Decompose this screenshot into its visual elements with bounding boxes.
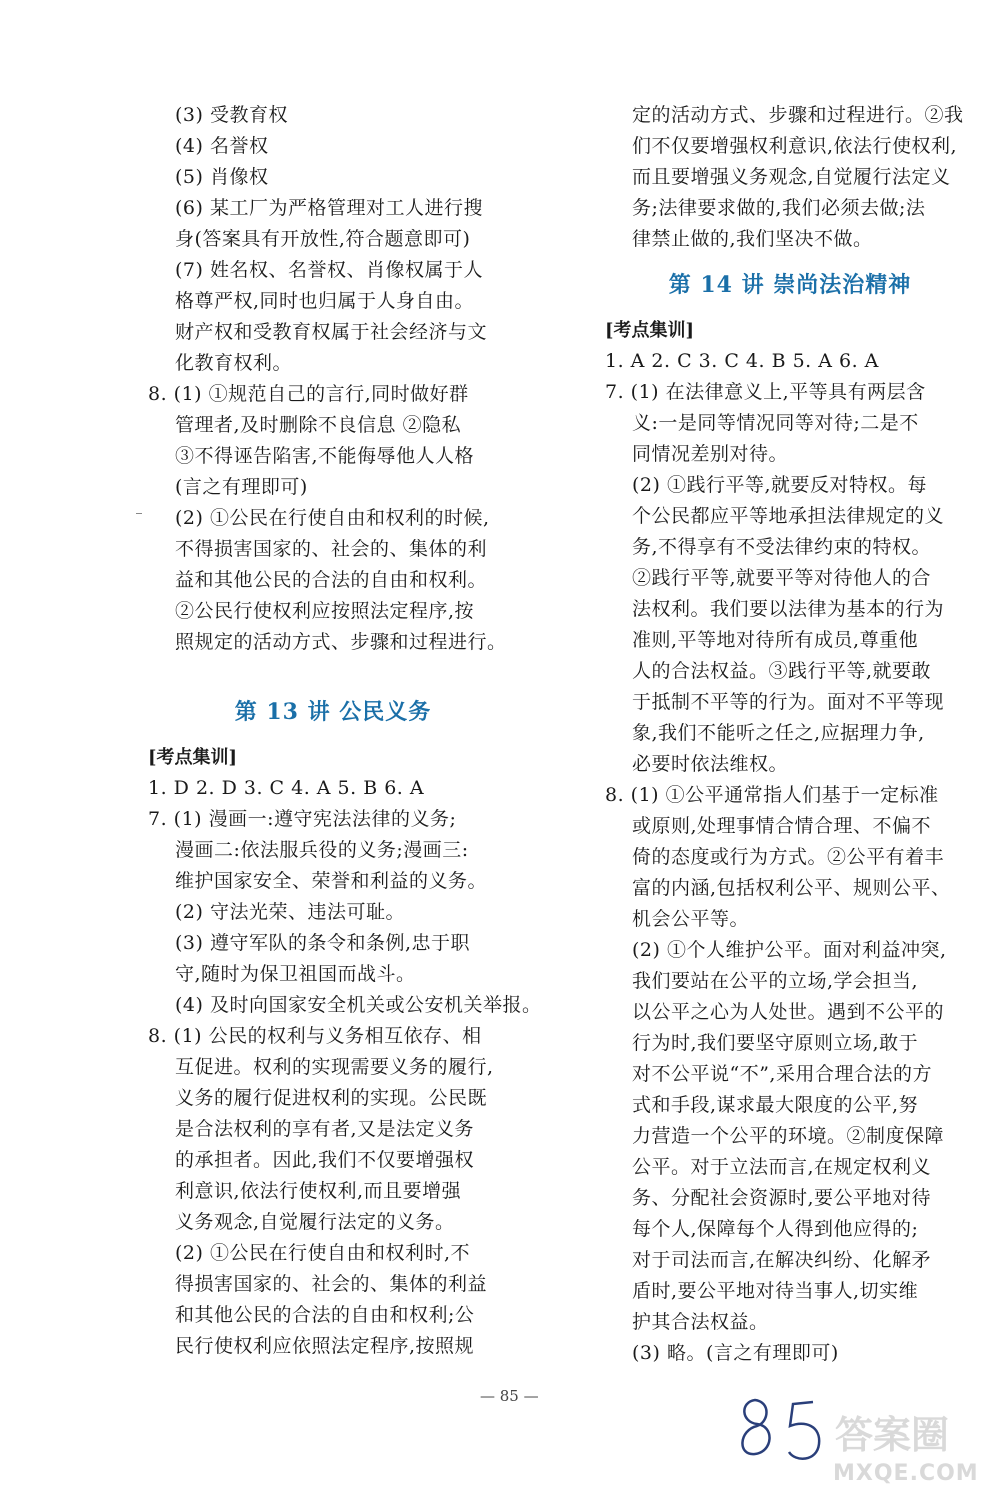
watermark-logo — [815, 1400, 1000, 1488]
answer-line: (2) ①公民在行使自由和权利时,不 — [175, 1242, 470, 1264]
answer-line: 力营造一个公平的环境。②制度保障 — [632, 1125, 945, 1147]
answer-line: (2) 守法光荣、违法可耻。 — [175, 901, 405, 923]
spacer — [148, 658, 518, 682]
left-answers-block-2 — [148, 773, 542, 1362]
left-column — [148, 100, 542, 1362]
answer-line: 公平。对于立法而言,在规定权利义 — [632, 1156, 932, 1178]
answer-line: 对不公平说“不”,采用合理合法的方 — [632, 1063, 932, 1085]
answer-line: ②公民行使权利应按照法定程序,按 — [175, 600, 475, 622]
answer-line: 1. D 2. D 3. C 4. A 5. B 6. A — [148, 777, 425, 799]
answer-line: 财产权和受教育权属于社会经济与文 — [175, 321, 488, 343]
answer-line: 1. A 2. C 3. C 4. B 5. A 6. A — [605, 350, 879, 372]
section-label: [考点集训] — [605, 320, 695, 341]
answer-line: 个公民都应平等地承担法律规定的义 — [632, 505, 945, 527]
answer-line: 8. (1) ①公平通常指人们基于一定标准 — [605, 784, 939, 806]
lesson-14-heading: 第 14 讲 崇尚法治精神 — [668, 272, 912, 298]
answer-line: 律禁止做的,我们坚决不做。 — [632, 228, 873, 250]
answer-line: 义:一是同等情况同等对待;二是不 — [632, 412, 919, 434]
answer-line: 们不仅要增强权利意识,依法行使权利, — [632, 135, 958, 157]
answer-line: 每个人,保障每个人得到他应得的; — [632, 1218, 919, 1240]
answer-line: 于抵制不平等的行为。面对不平等现 — [632, 691, 945, 713]
answer-line: (2) ①践行平等,就要反对特权。每 — [632, 474, 927, 496]
answer-line: (6) 某工厂为严格管理对工人进行搜 — [175, 197, 483, 219]
answer-line: 互促进。权利的实现需要义务的履行, — [175, 1056, 494, 1078]
answer-line: 民行使权利应依照法定程序,按照规 — [175, 1335, 475, 1357]
answer-line: (2) ①个人维护公平。面对利益冲突, — [632, 939, 947, 961]
page-number: — 85 — — [480, 1387, 539, 1405]
answer-line: 8. (1) 公民的权利与义务相互依存、相 — [148, 1025, 482, 1047]
answer-line: 照规定的活动方式、步骤和过程进行。 — [175, 631, 507, 653]
answer-line: 守,随时为保卫祖国而战斗。 — [175, 963, 416, 985]
answer-line: 必要时依法维权。 — [632, 753, 789, 775]
answer-line: 7. (1) 漫画一:遵守宪法法律的义务; — [148, 808, 457, 830]
answer-line: 机会公平等。 — [632, 908, 750, 930]
answer-line: 格尊严权,同时也归属于人身自由。 — [175, 290, 475, 312]
section-label: [考点集训] — [148, 747, 238, 768]
answer-line: 务,不得享有不受法律约束的特权。 — [632, 536, 932, 558]
answer-line: 法权利。我们要以法律为基本的行为 — [632, 598, 945, 620]
answer-line: (2) ①公民在行使自由和权利的时候, — [175, 507, 490, 529]
left-answers-block — [148, 100, 518, 658]
answer-line: 管理者,及时删除不良信息 ②隐私 — [175, 414, 462, 436]
answer-line: (4) 名誉权 — [175, 135, 269, 157]
answer-line: 是合法权利的享有者,又是法定义务 — [175, 1118, 475, 1140]
answer-line: 倚的态度或行为方式。②公平有着丰 — [632, 846, 945, 868]
answer-line: 我们要站在公平的立场,学会担当, — [632, 970, 919, 992]
answer-line: 人的合法权益。③践行平等,就要敢 — [632, 660, 932, 682]
answer-line: (5) 肖像权 — [175, 166, 269, 188]
answer-line: 对于司法而言,在解决纠纷、化解矛 — [632, 1249, 932, 1271]
answer-line: 7. (1) 在法律意义上,平等具有两层含 — [605, 381, 926, 403]
answer-line: (3) 遵守军队的条令和条例,忠于职 — [175, 932, 470, 954]
answer-line: 身(答案具有开放性,符合题意即可) — [175, 228, 471, 250]
answer-line: 化教育权利。 — [175, 352, 293, 374]
answer-line: 8. (1) ①规范自己的言行,同时做好群 — [148, 383, 469, 405]
lesson-13-heading: 第 13 讲 公民义务 — [234, 699, 432, 725]
answer-line: 象,我们不能听之任之,应据理力争, — [632, 722, 925, 744]
answer-line: (3) 略。(言之有理即可) — [632, 1342, 839, 1364]
answer-line: 而且要增强义务观念,自觉履行法定义 — [632, 166, 951, 188]
answer-line: 义务观念,自觉履行法定的义务。 — [175, 1211, 455, 1233]
answer-line: 务、分配社会资源时,要公平地对待 — [632, 1187, 932, 1209]
answer-line: 同情况差别对待。 — [632, 443, 789, 465]
answer-line: (3) 受教育权 — [175, 104, 288, 126]
answer-line: ②践行平等,就要平等对待他人的合 — [632, 567, 932, 589]
answer-line: 式和手段,谋求最大限度的公平,努 — [632, 1094, 919, 1116]
watermark-url: MXQE.COM — [833, 1461, 979, 1486]
watermark-title: 答案圈 — [835, 1413, 950, 1457]
answer-line: 盾时,要公平地对待当事人,切实维 — [632, 1280, 919, 1302]
answer-line: 和其他公民的合法的自由和权利;公 — [175, 1304, 475, 1326]
answer-line: ③不得诬告陷害,不能侮辱他人人格 — [175, 445, 475, 467]
answer-line: 得损害国家的、社会的、集体的利益 — [175, 1273, 488, 1295]
answer-line: 益和其他公民的合法的自由和权利。 — [175, 569, 488, 591]
answer-line: 利意识,依法行使权利,而且要增强 — [175, 1180, 462, 1202]
margin-mark — [136, 513, 142, 514]
answer-line: 漫画二:依法服兵役的义务;漫画三: — [175, 839, 469, 861]
answer-line: 维护国家安全、荣誉和利益的义务。 — [175, 870, 488, 892]
answer-line: 务;法律要求做的,我们必须去做;法 — [632, 197, 926, 219]
answer-line: 的承担者。因此,我们不仅要增强权 — [175, 1149, 475, 1171]
answer-line: 准则,平等地对待所有成员,尊重他 — [632, 629, 919, 651]
answer-line: (4) 及时向国家安全机关或公安机关举报。 — [175, 994, 542, 1016]
answer-line: 义务的履行促进权利的实现。公民既 — [175, 1087, 488, 1109]
right-answers-block — [605, 100, 975, 255]
answer-line: 行为时,我们要坚守原则立场,敢于 — [632, 1032, 919, 1054]
answer-line: 富的内涵,包括权利公平、规则公平、 — [632, 877, 951, 899]
answer-line: (7) 姓名权、名誉权、肖像权属于人 — [175, 259, 483, 281]
answer-line: 定的活动方式、步骤和过程进行。②我 — [632, 104, 964, 126]
answer-line: 不得损害国家的、社会的、集体的利 — [175, 538, 488, 560]
right-answers-block-2 — [605, 346, 975, 1369]
answer-line: 护其合法权益。 — [632, 1311, 769, 1333]
answer-line: 或原则,处理事情合情合理、不偏不 — [632, 815, 932, 837]
answer-line: 以公平之心为人处世。遇到不公平的 — [632, 1001, 945, 1023]
right-column — [605, 100, 975, 1369]
answer-line: (言之有理即可) — [175, 476, 308, 498]
